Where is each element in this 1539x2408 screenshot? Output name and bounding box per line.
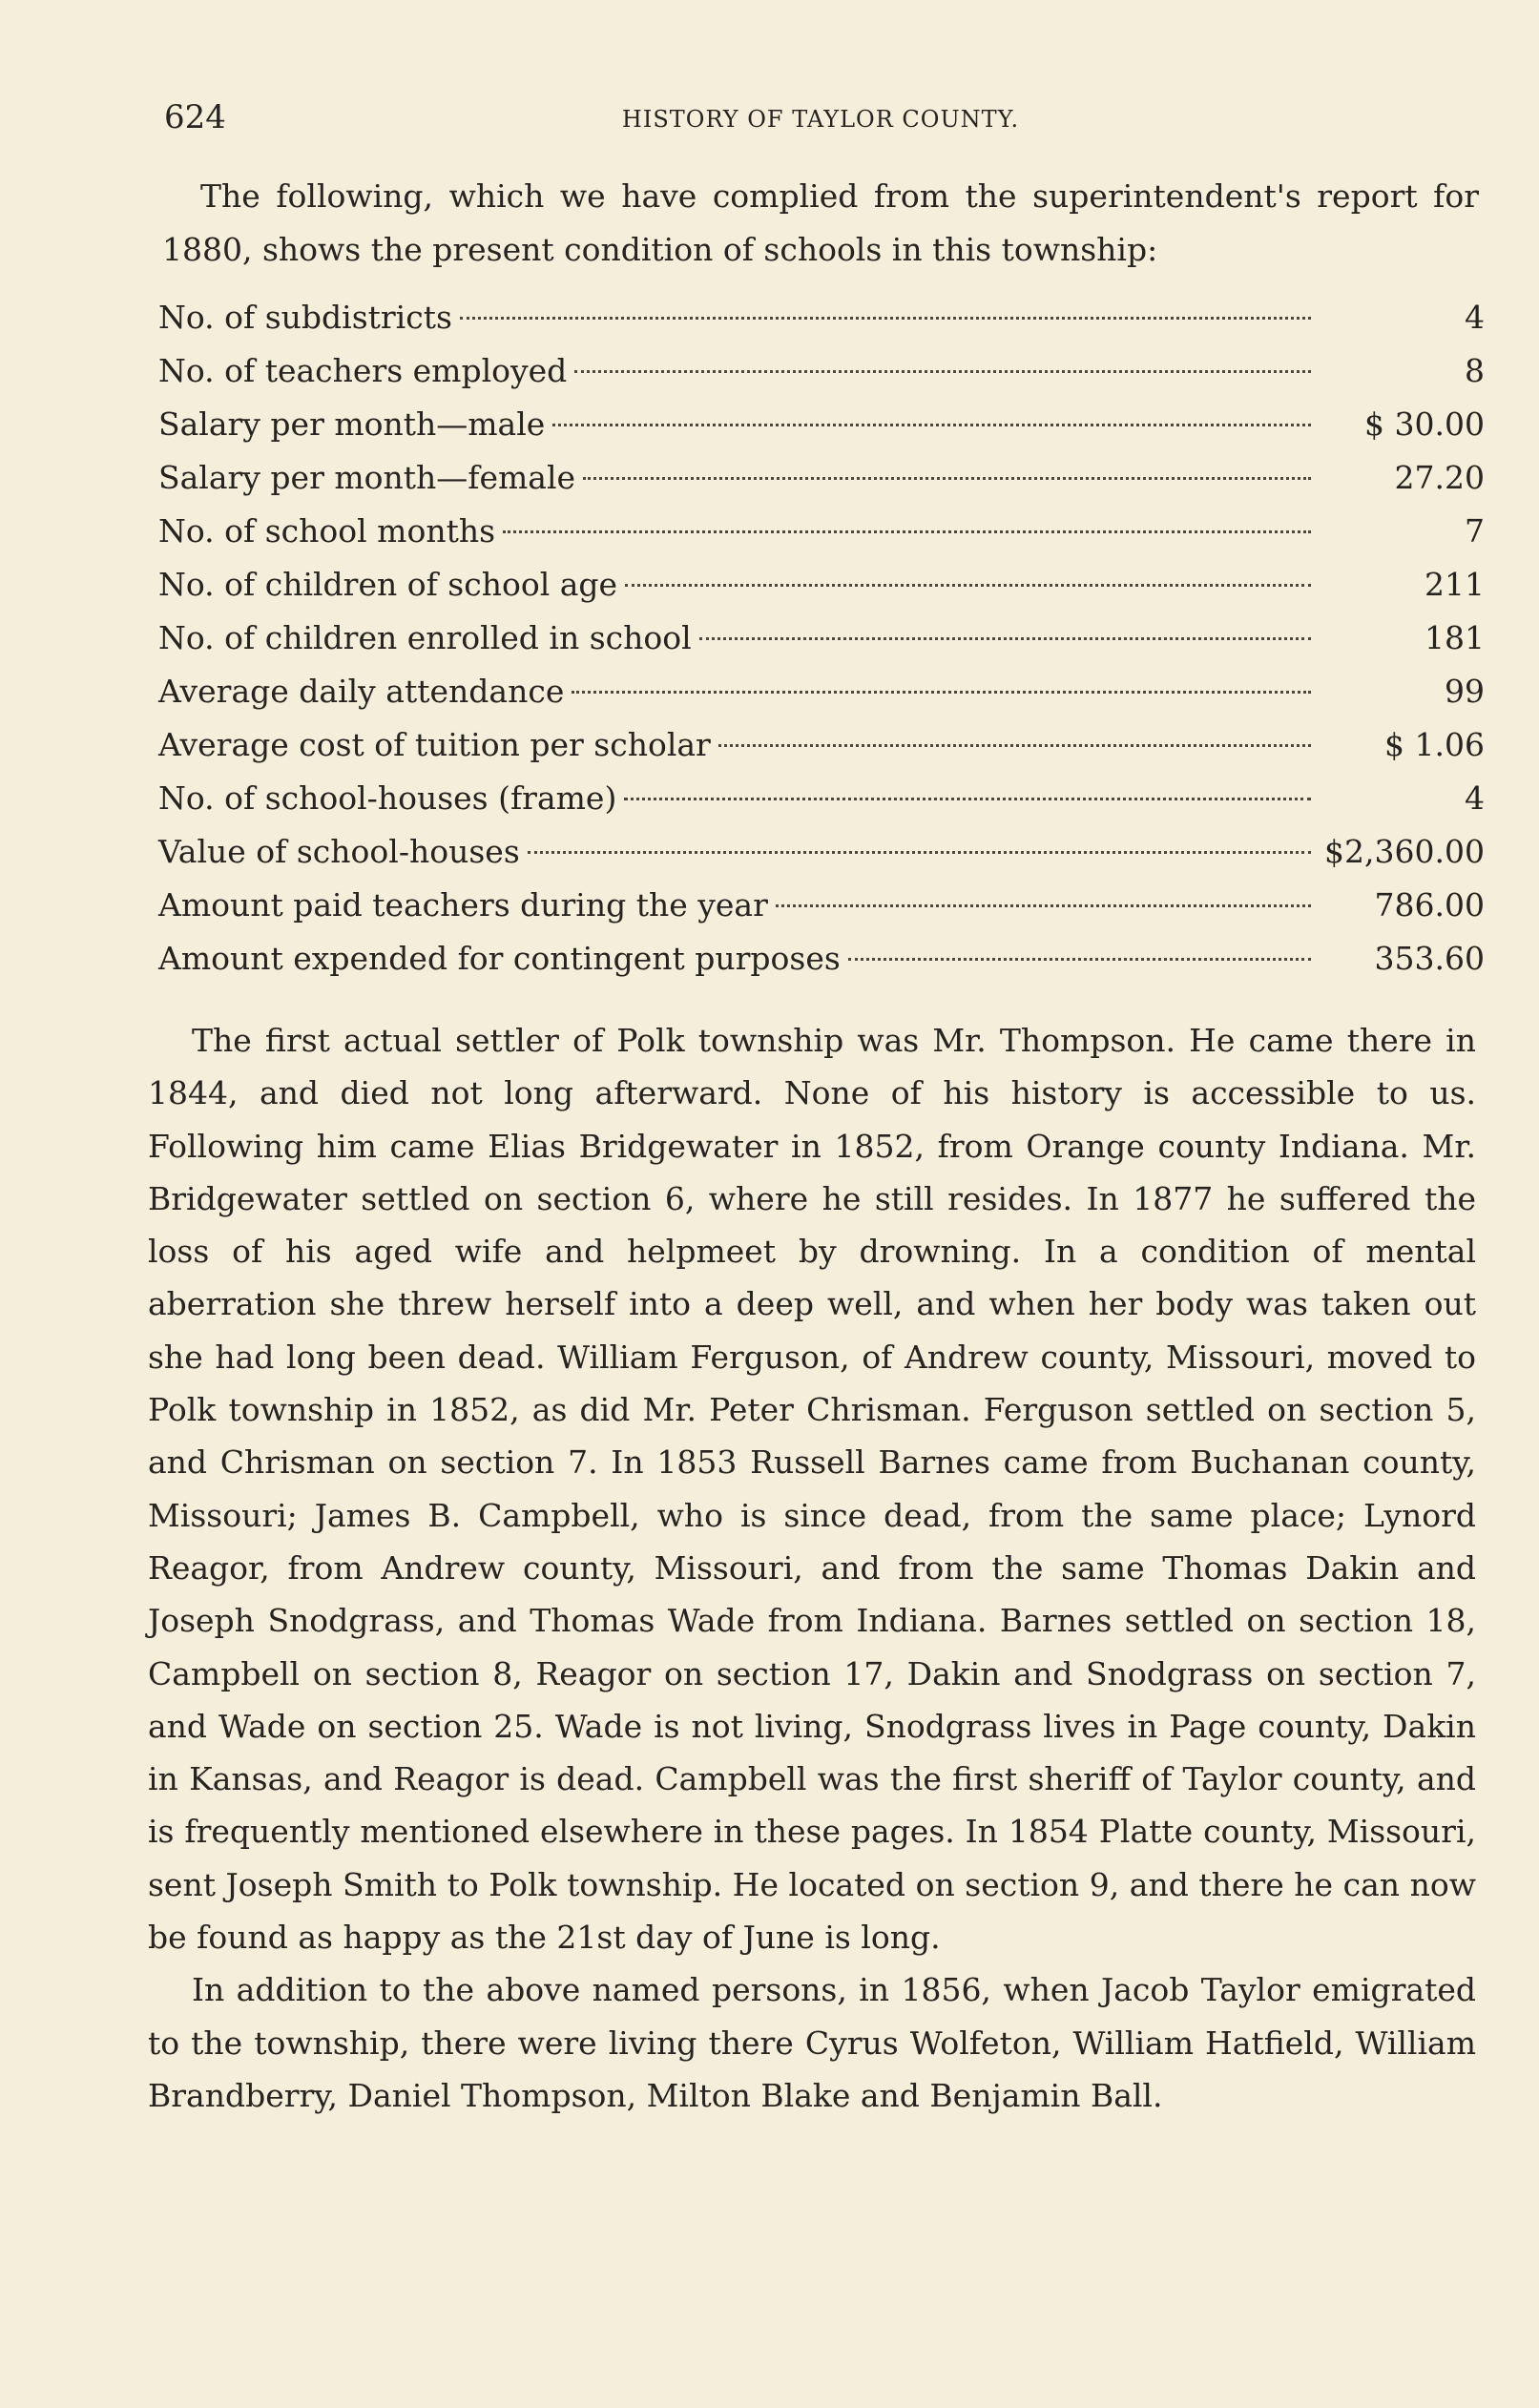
- dot-leader: [624, 798, 1311, 800]
- dot-leader: [848, 958, 1311, 961]
- stat-value: 27.20: [1394, 459, 1485, 496]
- dot-leader: [528, 851, 1311, 854]
- stat-label: No. of children enrolled in school: [158, 619, 692, 656]
- stat-row: [158, 451, 1485, 505]
- stat-label: No. of children of school age: [158, 566, 618, 603]
- dot-leader: [574, 370, 1311, 373]
- dot-leader: [460, 317, 1311, 320]
- page-number: 624: [164, 98, 226, 136]
- stat-label: No. of subdistricts: [158, 299, 452, 336]
- stat-value: 211: [1425, 566, 1485, 603]
- school-statistics-table: [158, 291, 1485, 986]
- stat-value: 99: [1445, 673, 1485, 710]
- stat-value: $2,360.00: [1324, 833, 1485, 870]
- dot-leader: [572, 691, 1311, 694]
- stat-row: [158, 718, 1485, 772]
- stat-row: [158, 612, 1485, 665]
- stat-label: Average cost of tuition per scholar: [158, 726, 711, 763]
- stat-row: [158, 398, 1485, 451]
- stat-value: $ 1.06: [1384, 726, 1485, 763]
- stat-value: 7: [1465, 512, 1485, 550]
- stat-value: $ 30.00: [1364, 405, 1485, 443]
- stat-label: Amount paid teachers during the year: [158, 886, 768, 924]
- stat-row: [158, 665, 1485, 718]
- stat-label: Amount expended for contingent purposes: [158, 940, 841, 977]
- stat-value: 4: [1465, 299, 1485, 336]
- stat-row: [158, 932, 1485, 986]
- narrative-text: [148, 1014, 1476, 2122]
- page-header: [164, 93, 1477, 141]
- stat-value: 8: [1465, 352, 1485, 389]
- dot-leader: [503, 530, 1311, 533]
- stat-label: Value of school-houses: [158, 833, 520, 870]
- intro-paragraph: The following, which we have complied from the superintendent's report for 1880, shows the present condition of schools in this township:: [162, 177, 1479, 268]
- additional-settlers-paragraph: In addition to the above named persons, in 1856, when Jacob Taylor emigrated to the township, there were living there Cyrus Wolfeton, William Hatfield, William Brandberry, Daniel Thompson, Milton Blake and Benjamin Ball.: [148, 1971, 1476, 2114]
- stat-row: [158, 505, 1485, 558]
- stat-value: 353.60: [1374, 940, 1485, 977]
- stat-row: [158, 772, 1485, 825]
- running-title: HISTORY OF TAYLOR COUNTY.: [621, 106, 1020, 133]
- stat-row: [158, 825, 1485, 879]
- settlers-paragraph: The first actual settler of Polk township was Mr. Thompson. He came there in 1844, and died not long afterward. None of his history is accessible to us. Following him came Elias Bridgewater in 1852, from Orange county Indiana. Mr. Bridgewater settled on section 6, where he still resides. In 1877 he suffered the loss of his aged wife and helpmeet by drowning. In a condition of mental aberration she threw herself into a deep well, and when her body was taken out she had long been dead. William Ferguson, of Andrew county, Missouri, moved to Polk township in 1852, as did Mr. Peter Chrisman. Ferguson settled on section 5, and Chrisman on section 7. In 1853 Russell Barnes came from Buchanan county, Missouri; James B. Campbell, who is since dead, from the same place; Lynord Reagor, from Andrew county, Missouri, and from the same Thomas Dakin and Joseph Snodgrass, and Thomas Wade from Indiana. Barnes settled on section 18, Campbell on section 8, Reagor on section 17, Dakin and Snodgrass on section 7, and Wade on section 25. Wade is not living, Snodgrass lives in Page county, Dakin in Kansas, and Reagor is dead. Campbell was the first sheriff of Taylor county, and is frequently mentioned elsewhere in these pages. In 1854 Platte county, Missouri, sent Joseph Smith to Polk township. He located on section 9, and there he can now be found as happy as the 21st day of June is long.: [148, 1022, 1476, 1957]
- stat-row: [158, 879, 1485, 932]
- dot-leader: [699, 637, 1311, 640]
- dot-leader: [776, 904, 1311, 907]
- stat-label: Salary per month—female: [158, 459, 576, 496]
- stat-value: 181: [1425, 619, 1485, 656]
- stat-row: [158, 558, 1485, 612]
- stat-label: Salary per month—male: [158, 405, 546, 443]
- stat-row: [158, 291, 1485, 344]
- stat-value: 786.00: [1374, 886, 1485, 924]
- dot-leader: [718, 744, 1311, 747]
- dot-leader: [552, 424, 1311, 426]
- dot-leader: [583, 477, 1311, 480]
- stat-row: [158, 344, 1485, 398]
- stat-label: Average daily attendance: [158, 673, 565, 710]
- intro-paragraph-block: [162, 170, 1479, 277]
- stat-label: No. of school months: [158, 512, 496, 550]
- stat-label: No. of school-houses (frame): [158, 779, 617, 817]
- dot-leader: [625, 584, 1311, 587]
- stat-label: No. of teachers employed: [158, 352, 568, 389]
- stat-value: 4: [1465, 779, 1485, 817]
